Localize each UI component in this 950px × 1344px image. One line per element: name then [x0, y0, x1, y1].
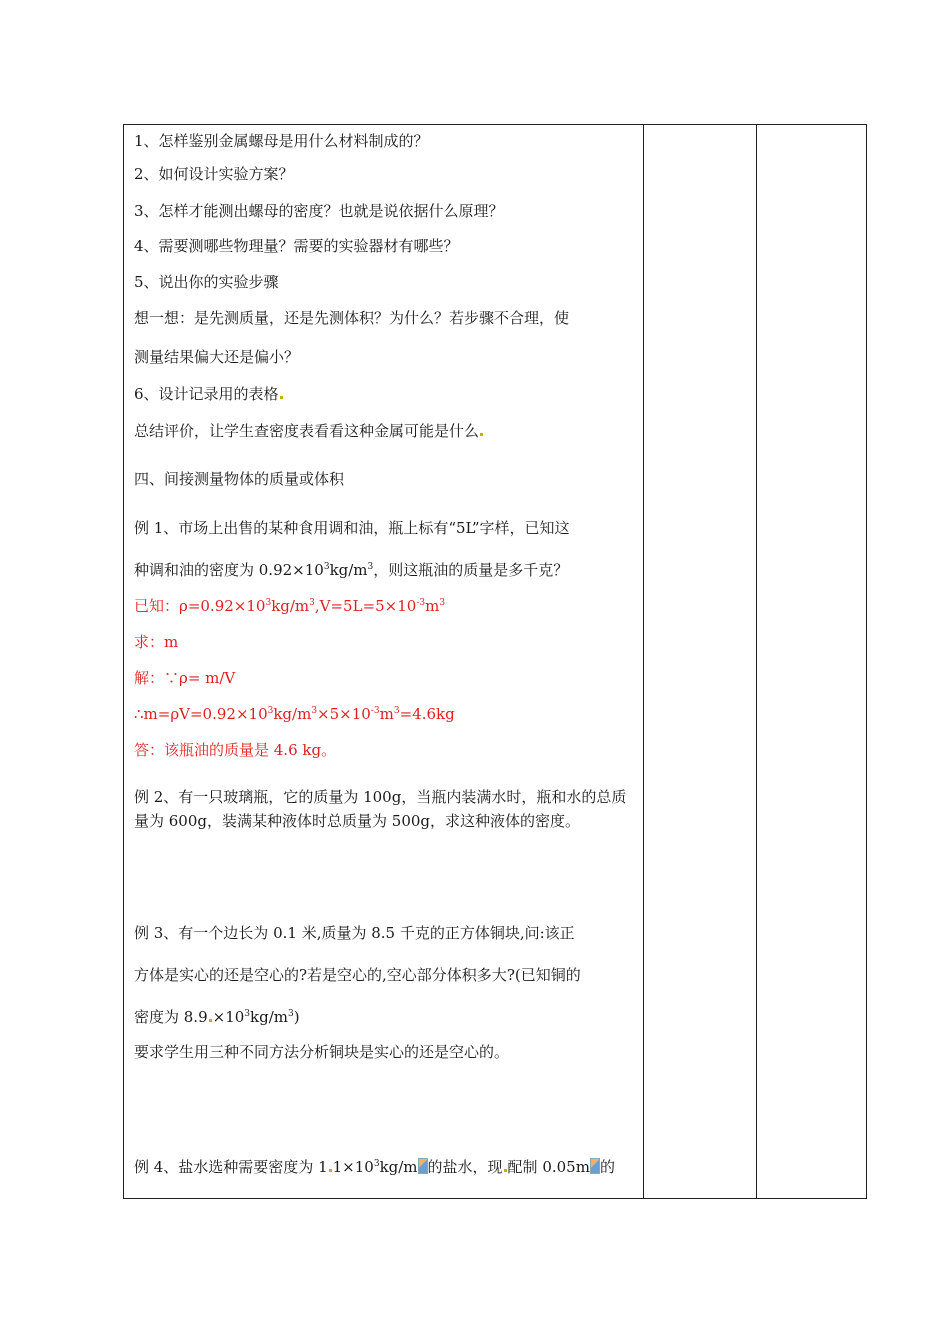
question-3: 3、怎样才能测出螺母的密度？也就是说依据什么原理？: [134, 202, 504, 220]
example-1-line-2: 种调和油的密度为 $0.92\times 10^3kg/m^3$，则这瓶油的质量是多千克？: [134, 561, 569, 579]
example-1-solve: 解：∵ρ= m/V: [134, 669, 236, 687]
think-line-2: 测量结果偏大还是偏小？: [134, 348, 300, 366]
question-5: 5、说出你的实验步骤: [134, 273, 279, 291]
summary-text: 总结评价，让学生查密度表看看这种金属可能是什么: [134, 421, 484, 441]
example-1-line-1: 例 1、市场上出售的某种食用调和油，瓶上标有“5L”字样，已知这: [134, 519, 570, 537]
middle-column: [644, 125, 757, 1198]
question-6: 6、设计记录用的表格: [134, 384, 284, 404]
example-3-line-1: 例 3、有一个边长为 0.1 米,质量为 8.5 千克的正方体铜块,问:该正: [134, 924, 575, 942]
example-1-answer: 答：该瓶油的质量是 4.6 kg。: [134, 741, 337, 759]
embedded-image-icon: [418, 1158, 428, 1174]
embedded-image-icon: [590, 1158, 600, 1174]
section-4-heading: 四、间接测量物体的质量或体积: [134, 470, 345, 488]
example-2-text: 例 2、有一只玻璃瓶，它的质量为 100g，当瓶内装满水时，瓶和水的总质量为 600g，装满某种液体时总质量为 500g，求这种液体的密度。: [134, 788, 627, 830]
example-4-line-1: 例 4、盐水选种需要密度为 1 $1\times 10^3kg/m$ 的盐水，现 配制 0.05m 的: [134, 1158, 615, 1176]
content-column: [124, 125, 644, 1198]
lesson-table: [123, 124, 867, 1199]
example-3-line-2: 方体是实心的还是空心的?若是空心的,空心部分体积多大?(已知铜的: [134, 966, 581, 984]
right-column: [757, 125, 866, 1198]
think-line-1: 想一想：是先测质量，还是先测体积？为什么？若步骤不合理，使: [134, 309, 570, 327]
question-2: 2、如何设计实验方案？: [134, 165, 294, 183]
example-3-line-3: 密度为 $8.9 \times 10^3kg/m^3$): [134, 1008, 300, 1026]
question-1: 1、怎样鉴别金属螺母是用什么材料制成的？: [134, 132, 429, 150]
example-1-find: 求：m: [134, 633, 179, 651]
question-4: 4、需要测哪些物理量？需要的实验器材有哪些？: [134, 237, 459, 255]
example-1-known: 已知：$\rho=0.92\times 10^3kg/m^3,V=5L=5\times 10^{-3}m^3$: [134, 597, 446, 615]
example-1-calculation: $\therefore m=\rho V=0.92\times 10^3kg/m^3\times 5\times 10^{-3}m^3=4.6kg$: [134, 705, 455, 723]
example-3-task: 要求学生用三种不同方法分析铜块是实心的还是空心的。: [134, 1043, 510, 1061]
